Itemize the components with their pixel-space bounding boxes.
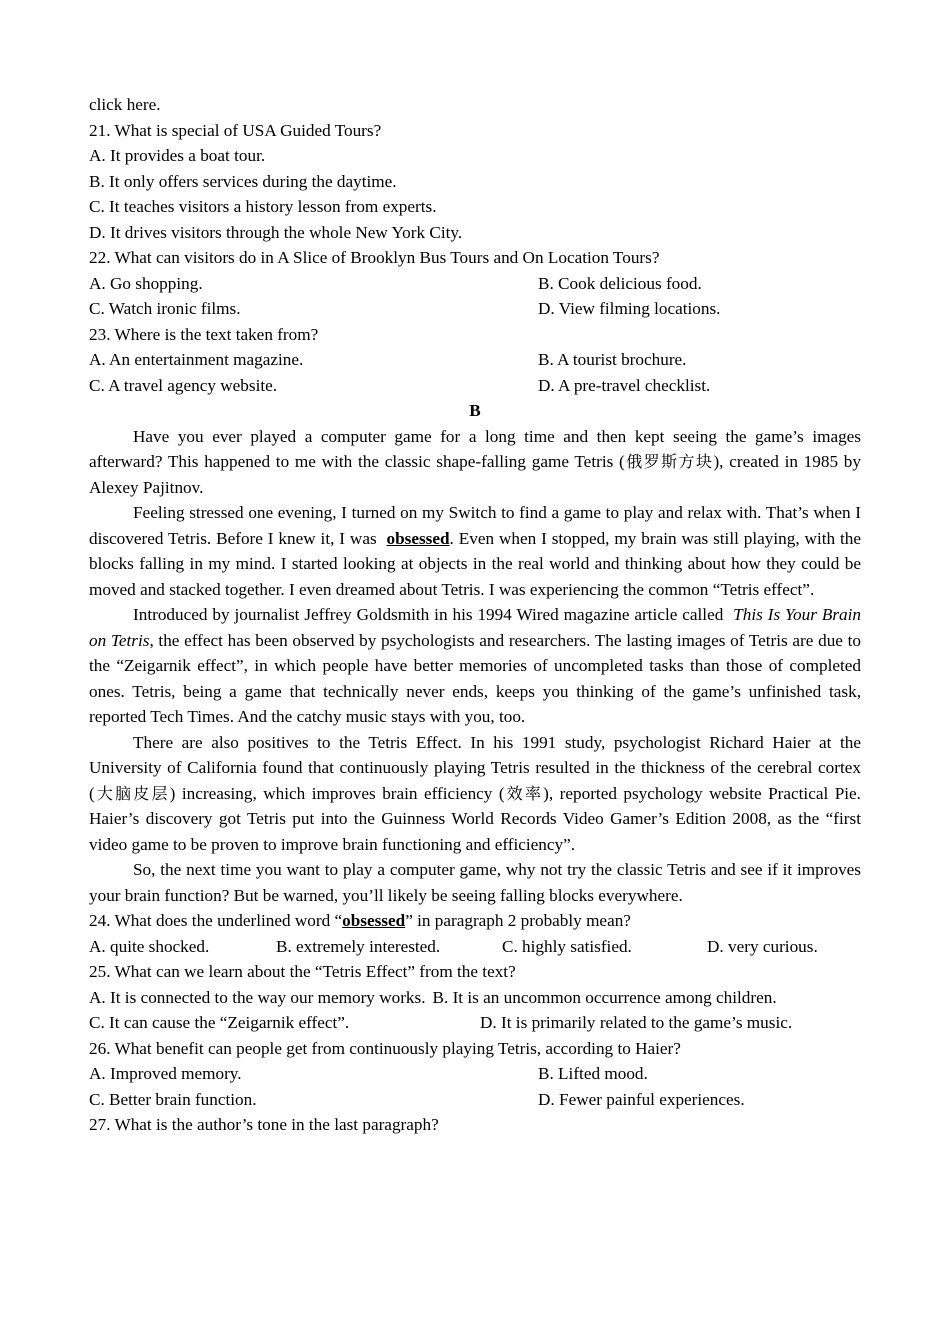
question-21-option-b[interactable]: B. It only offers services during the daytime. [89,171,397,191]
passage-b-p2-text-2: . Even when I stopped, my brain was still playing, with the blocks falling in my mind. I started looking at objects in the real world and thinking about how they could be moved and stacked together. I even dreamed about Tetris. I was experiencing the common “Tetris effect”. [89,528,862,599]
passage-b-p2-text-1: Feeling stressed one evening, I turned on my Switch to find a game to play and relax with. That’s when I discovered Tetris. Before I knew it, I was [89,503,861,548]
question-24-underlined-keyword: obsessed [342,911,406,930]
passage-b-paragraph-3 [89,602,861,730]
question-21-stem: 21. What is special of USA Guided Tours? [89,120,382,140]
question-26-option-c[interactable]: C. Better brain function. [89,1089,257,1109]
passage-b-p4-text-2: ) increasing, which improves brain efficiency ( [169,783,505,803]
passage-b-p4-chinese-gloss-1: 大脑皮层 [94,783,170,803]
passage-b-p3-text-1: Introduced by journalist Jeffrey Goldsmith in his 1994 Wired magazine article called [133,605,734,624]
question-25-option-a[interactable]: A. It is connected to the way our memory works. [89,987,426,1007]
question-24-options [89,934,861,960]
question-22-options-cd [89,296,861,322]
question-22-options-ab [89,271,861,297]
question-26-stem: 26. What benefit can people get from continuously playing Tetris, according to Haier? [89,1038,681,1058]
passage-b-p1-chinese-gloss: 俄罗斯方块 [624,452,714,471]
question-24-option-d[interactable]: D. very curious. [707,936,818,956]
passage-b-p1-text-2: ), created in 1985 by Alexey Pajitnov. [89,452,861,497]
question-23-option-a[interactable]: A. An entertainment magazine. [89,350,304,369]
question-25-option-d[interactable]: D. It is primarily related to the game’s music. [480,1013,793,1032]
passage-b-paragraph-1 [89,424,861,501]
question-22-stem: 22. What can visitors do in A Slice of Brooklyn Bus Tours and On Location Tours? [89,248,660,267]
question-24-stem-text-1: 24. What does the underlined word “ [89,911,343,930]
question-26-option-b[interactable]: B. Lifted mood. [538,1064,648,1083]
question-25-options-cd [89,1010,861,1036]
passage-b-p3-text-2: , the effect has been observed by psychologists and researchers. The lasting images of Tetris are due to the “Zeigarnik effect”, in which people have better memories of uncompleted tasks than those of completed ones. Tetris, being a game that technically never ends, keeps you thinking of the game’s unfinished task, reported Tech Times. And the catchy music stays with you, too. [89,630,861,726]
passage-b-paragraph-4 [89,730,861,858]
question-25-options-ab [89,985,789,1011]
question-23-option-d[interactable]: D. A pre-travel checklist. [538,375,711,395]
question-24-option-c[interactable]: C. highly satisfied. [502,936,632,956]
passage-b-heading: B [469,401,481,420]
question-23-option-b[interactable]: B. A tourist brochure. [538,350,687,369]
passage-b-article-title: This Is Your Brain on Tetris [89,605,861,650]
passage-b-paragraph-2 [89,500,861,602]
passage-b-p4-text-1: There are also positives to the Tetris Effect. In his 1991 study, psychologist Richard Haier at the University of California found that continuously playing Tetris resulted in the thickness of the cerebral cortex ( [89,732,861,803]
question-25-option-c[interactable]: C. It can cause the “Zeigarnik effect”. [89,1013,350,1032]
question-24-stem-text-2: ” in paragraph 2 probably mean? [405,911,631,930]
question-25-stem: 25. What can we learn about the “Tetris Effect” from the text? [89,962,516,981]
question-23-stem: 23. Where is the text taken from? [89,324,319,344]
question-22-option-a[interactable]: A. Go shopping. [89,273,203,293]
question-22-option-c[interactable]: C. Watch ironic films. [89,299,241,318]
fragment-lead-line: click here. [89,95,161,114]
passage-b-underlined-keyword: obsessed [386,528,450,548]
passage-b-p4-text-3: ), reported psychology website Practical Pie. Haier’s discovery got Tetris put into the Guinness World Records Video Gamer’s Edition 2008, as the “first video game to be proven to improve brain functioning and efficiency”. [89,783,861,854]
passage-b-p1-text-1: Have you ever played a computer game for a long time and then kept seeing the game’s images afterward? This happened to me with the classic shape-falling game Tetris ( [89,426,861,471]
question-21-option-a[interactable]: A. It provides a boat tour. [89,146,266,165]
question-26-options-ab [89,1061,861,1087]
question-21-option-d[interactable]: D. It drives visitors through the whole New York City. [89,222,463,242]
question-26-options-cd [89,1087,861,1113]
question-27-stem: 27. What is the author’s tone in the last paragraph? [89,1115,439,1134]
question-24-option-b[interactable]: B. extremely interested. [276,936,441,956]
question-23-options-ab [89,347,861,373]
question-26-option-d[interactable]: D. Fewer painful experiences. [538,1089,745,1109]
passage-b-p4-chinese-gloss-2: 效率 [504,783,544,803]
question-24-stem [89,908,861,934]
question-26-option-a[interactable]: A. Improved memory. [89,1064,242,1083]
passage-b-paragraph-5: So, the next time you want to play a computer game, why not try the classic Tetris and see if it improves your brain function? But be warned, you’ll likely be seeing falling blocks everywhere. [89,860,861,905]
question-23-options-cd [89,373,861,399]
question-21-option-c[interactable]: C. It teaches visitors a history lesson from experts. [89,197,437,216]
document-content [89,92,861,1138]
question-24-option-a[interactable]: A. quite shocked. [89,936,210,956]
question-25-option-b[interactable]: B. It is an uncommon occurrence among children. [432,987,777,1007]
question-22-option-d[interactable]: D. View filming locations. [538,299,721,318]
question-23-option-c[interactable]: C. A travel agency website. [89,375,278,395]
question-22-option-b[interactable]: B. Cook delicious food. [538,273,702,293]
